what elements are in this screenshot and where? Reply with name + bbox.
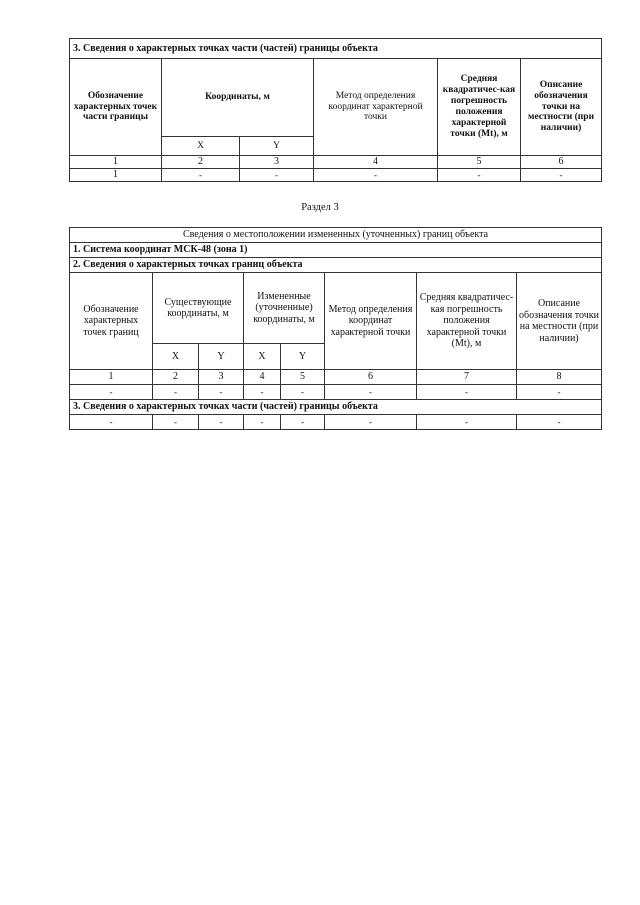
table-cell: -	[517, 385, 602, 400]
table-cell: -	[325, 385, 417, 400]
table-cell: -	[70, 385, 153, 400]
table-title: Сведения о местоположении измененных (уточненных) границ объекта	[70, 228, 602, 243]
header-method: Метод определения координат характерной точки	[314, 59, 438, 156]
table-cell: -	[153, 415, 199, 430]
column-number: 1	[70, 370, 153, 385]
header-coords: Координаты, м	[162, 59, 314, 137]
header-x: X	[244, 344, 281, 370]
header-desc: Описание обозначения точки на местности (при наличии)	[521, 59, 602, 156]
table-cell: -	[417, 385, 517, 400]
coordinate-system: 1. Система координат МСК-48 (зона 1)	[70, 243, 602, 258]
column-number: 3	[240, 156, 314, 169]
table-cell: -	[244, 415, 281, 430]
header-method: Метод определения координат характерной точки	[325, 273, 417, 370]
section-title-points: 2. Сведения о характерных точках границ объекта	[70, 258, 602, 273]
column-number: 4	[314, 156, 438, 169]
table-cell: 1	[70, 169, 162, 182]
header-y: Y	[199, 344, 244, 370]
column-number: 1	[70, 156, 162, 169]
table-cell: -	[517, 415, 602, 430]
table-cell: -	[153, 385, 199, 400]
table-cell: -	[162, 169, 240, 182]
table-cell: -	[70, 415, 153, 430]
section-title-part-points: 3. Сведения о характерных точках части (частей) границы объекта	[70, 39, 602, 59]
header-point: Обозначение характерных точек границ	[70, 273, 153, 370]
changed-boundaries-table	[69, 227, 602, 430]
table-cell: -	[244, 385, 281, 400]
column-number: 4	[244, 370, 281, 385]
table-cell: -	[281, 385, 325, 400]
header-y: Y	[281, 344, 325, 370]
table-cell: -	[417, 415, 517, 430]
header-x: X	[153, 344, 199, 370]
header-point: Обозначение характерных точек части границы	[70, 59, 162, 156]
table-cell: -	[314, 169, 438, 182]
table-cell: -	[199, 385, 244, 400]
column-number: 2	[153, 370, 199, 385]
table-cell: -	[521, 169, 602, 182]
column-number: 5	[438, 156, 521, 169]
table-cell: -	[240, 169, 314, 182]
table-cell: -	[199, 415, 244, 430]
section-heading: Раздел 3	[301, 202, 339, 213]
header-changed-coords: Измененные (уточненные) координаты, м	[244, 273, 325, 344]
header-mt: Средняя квадратичес-кая погрешность положения характерной точки (Mt), м	[417, 273, 517, 370]
column-number: 7	[417, 370, 517, 385]
header-mt: Средняя квадратичес-кая погрешность положения характерной точки (Mt), м	[438, 59, 521, 156]
header-desc: Описание обозначения точки на местности (при наличии)	[517, 273, 602, 370]
header-existing-coords: Существующие координаты, м	[153, 273, 244, 344]
table-cell: -	[325, 415, 417, 430]
table-cell: -	[281, 415, 325, 430]
table-cell: -	[438, 169, 521, 182]
column-number: 2	[162, 156, 240, 169]
part-points-table	[69, 38, 602, 182]
header-x: X	[162, 137, 240, 156]
column-number: 5	[281, 370, 325, 385]
header-y: Y	[240, 137, 314, 156]
column-number: 3	[199, 370, 244, 385]
column-number: 6	[521, 156, 602, 169]
column-number: 6	[325, 370, 417, 385]
section-title-part-points: 3. Сведения о характерных точках части (частей) границы объекта	[70, 400, 602, 415]
column-number: 8	[517, 370, 602, 385]
